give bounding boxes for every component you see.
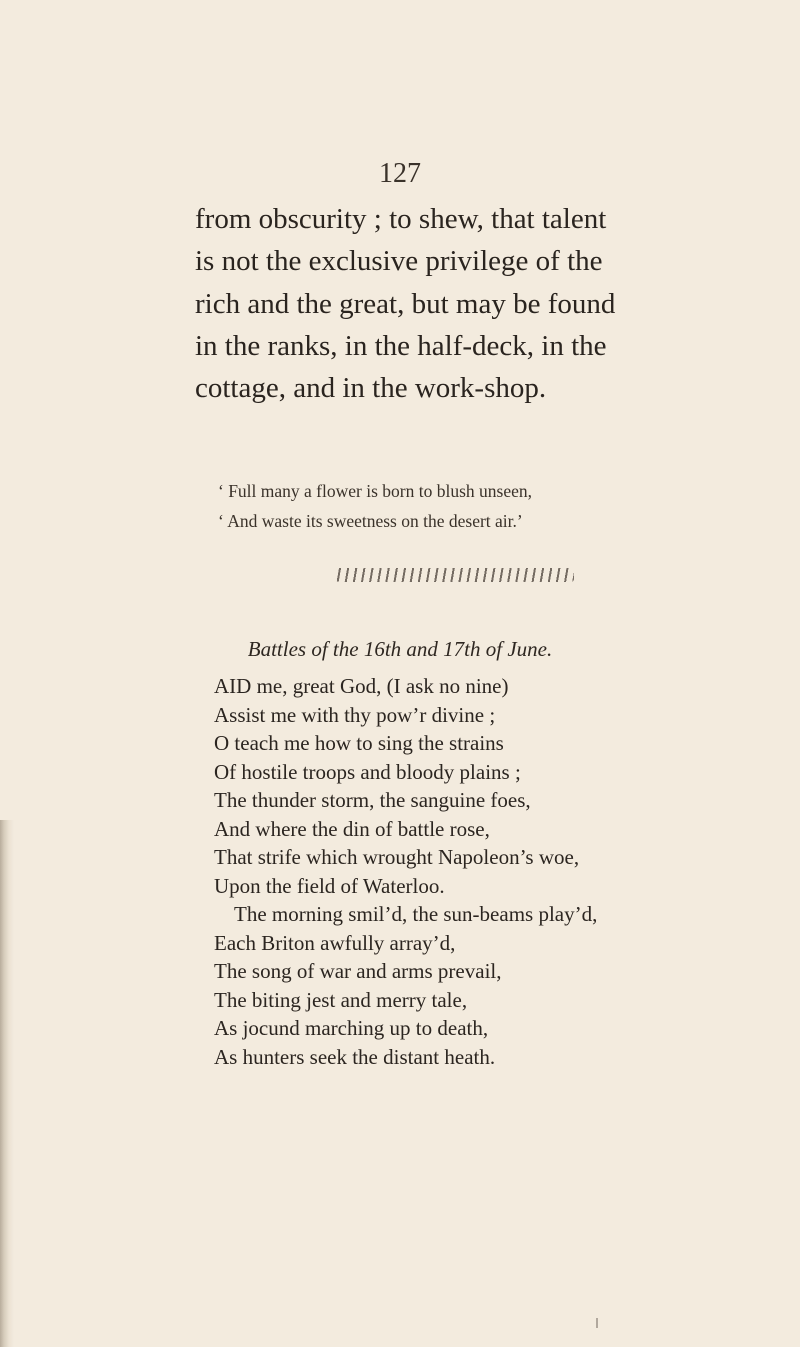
margin-mark xyxy=(596,1318,598,1328)
poem-line: The biting jest and merry tale, xyxy=(214,987,468,1012)
poem-line: As jocund marching up to death, xyxy=(214,1016,489,1040)
quotation xyxy=(218,476,638,536)
prose-paragraph xyxy=(195,198,635,409)
poem-line: That strife which wrought Napoleon’s woe, xyxy=(214,845,580,869)
prose-line: in the ranks, in the half-deck, in the xyxy=(195,329,607,362)
poem-line: Each Briton awfully array’d, xyxy=(214,930,456,955)
poem-line: As hunters seek the distant heath. xyxy=(214,1044,496,1069)
poem-line: O teach me how to sing the strains xyxy=(214,731,504,755)
prose-line: is not the exclusive privilege of the xyxy=(195,245,603,278)
page-number: 127 xyxy=(379,158,421,189)
prose-line: rich and the great, but may be found xyxy=(195,287,616,320)
poem-line: Assist me with thy pow’r divine ; xyxy=(214,702,496,727)
poem-line: And where the din of battle rose, xyxy=(214,816,490,841)
poem-title: Battles of the 16th and 17th of June. xyxy=(247,637,553,661)
quote-line: ‘ Full many a flower is born to blush unseen, xyxy=(218,481,532,501)
poem-line: The song of war and arms prevail, xyxy=(214,959,502,983)
poem-line: The thunder storm, the sanguine foes, xyxy=(214,788,531,812)
page-edge-shadow xyxy=(0,820,14,1347)
prose-line: cottage, and in the work-shop. xyxy=(195,372,547,405)
poem-line: The morning smil’d, the sun-beams play’d, xyxy=(234,902,598,926)
poem-line: Of hostile troops and bloody plains ; xyxy=(214,759,521,784)
poem-line: AID me, great God, (I ask no nine) xyxy=(214,674,509,698)
section-divider-ornament xyxy=(336,568,574,582)
poem xyxy=(214,672,634,1071)
prose-line: from obscurity ; to shew, that talent xyxy=(195,203,607,235)
poem-line: Upon the field of Waterloo. xyxy=(214,873,445,898)
quote-line: ‘ And waste its sweetness on the desert air.’ xyxy=(218,511,523,531)
